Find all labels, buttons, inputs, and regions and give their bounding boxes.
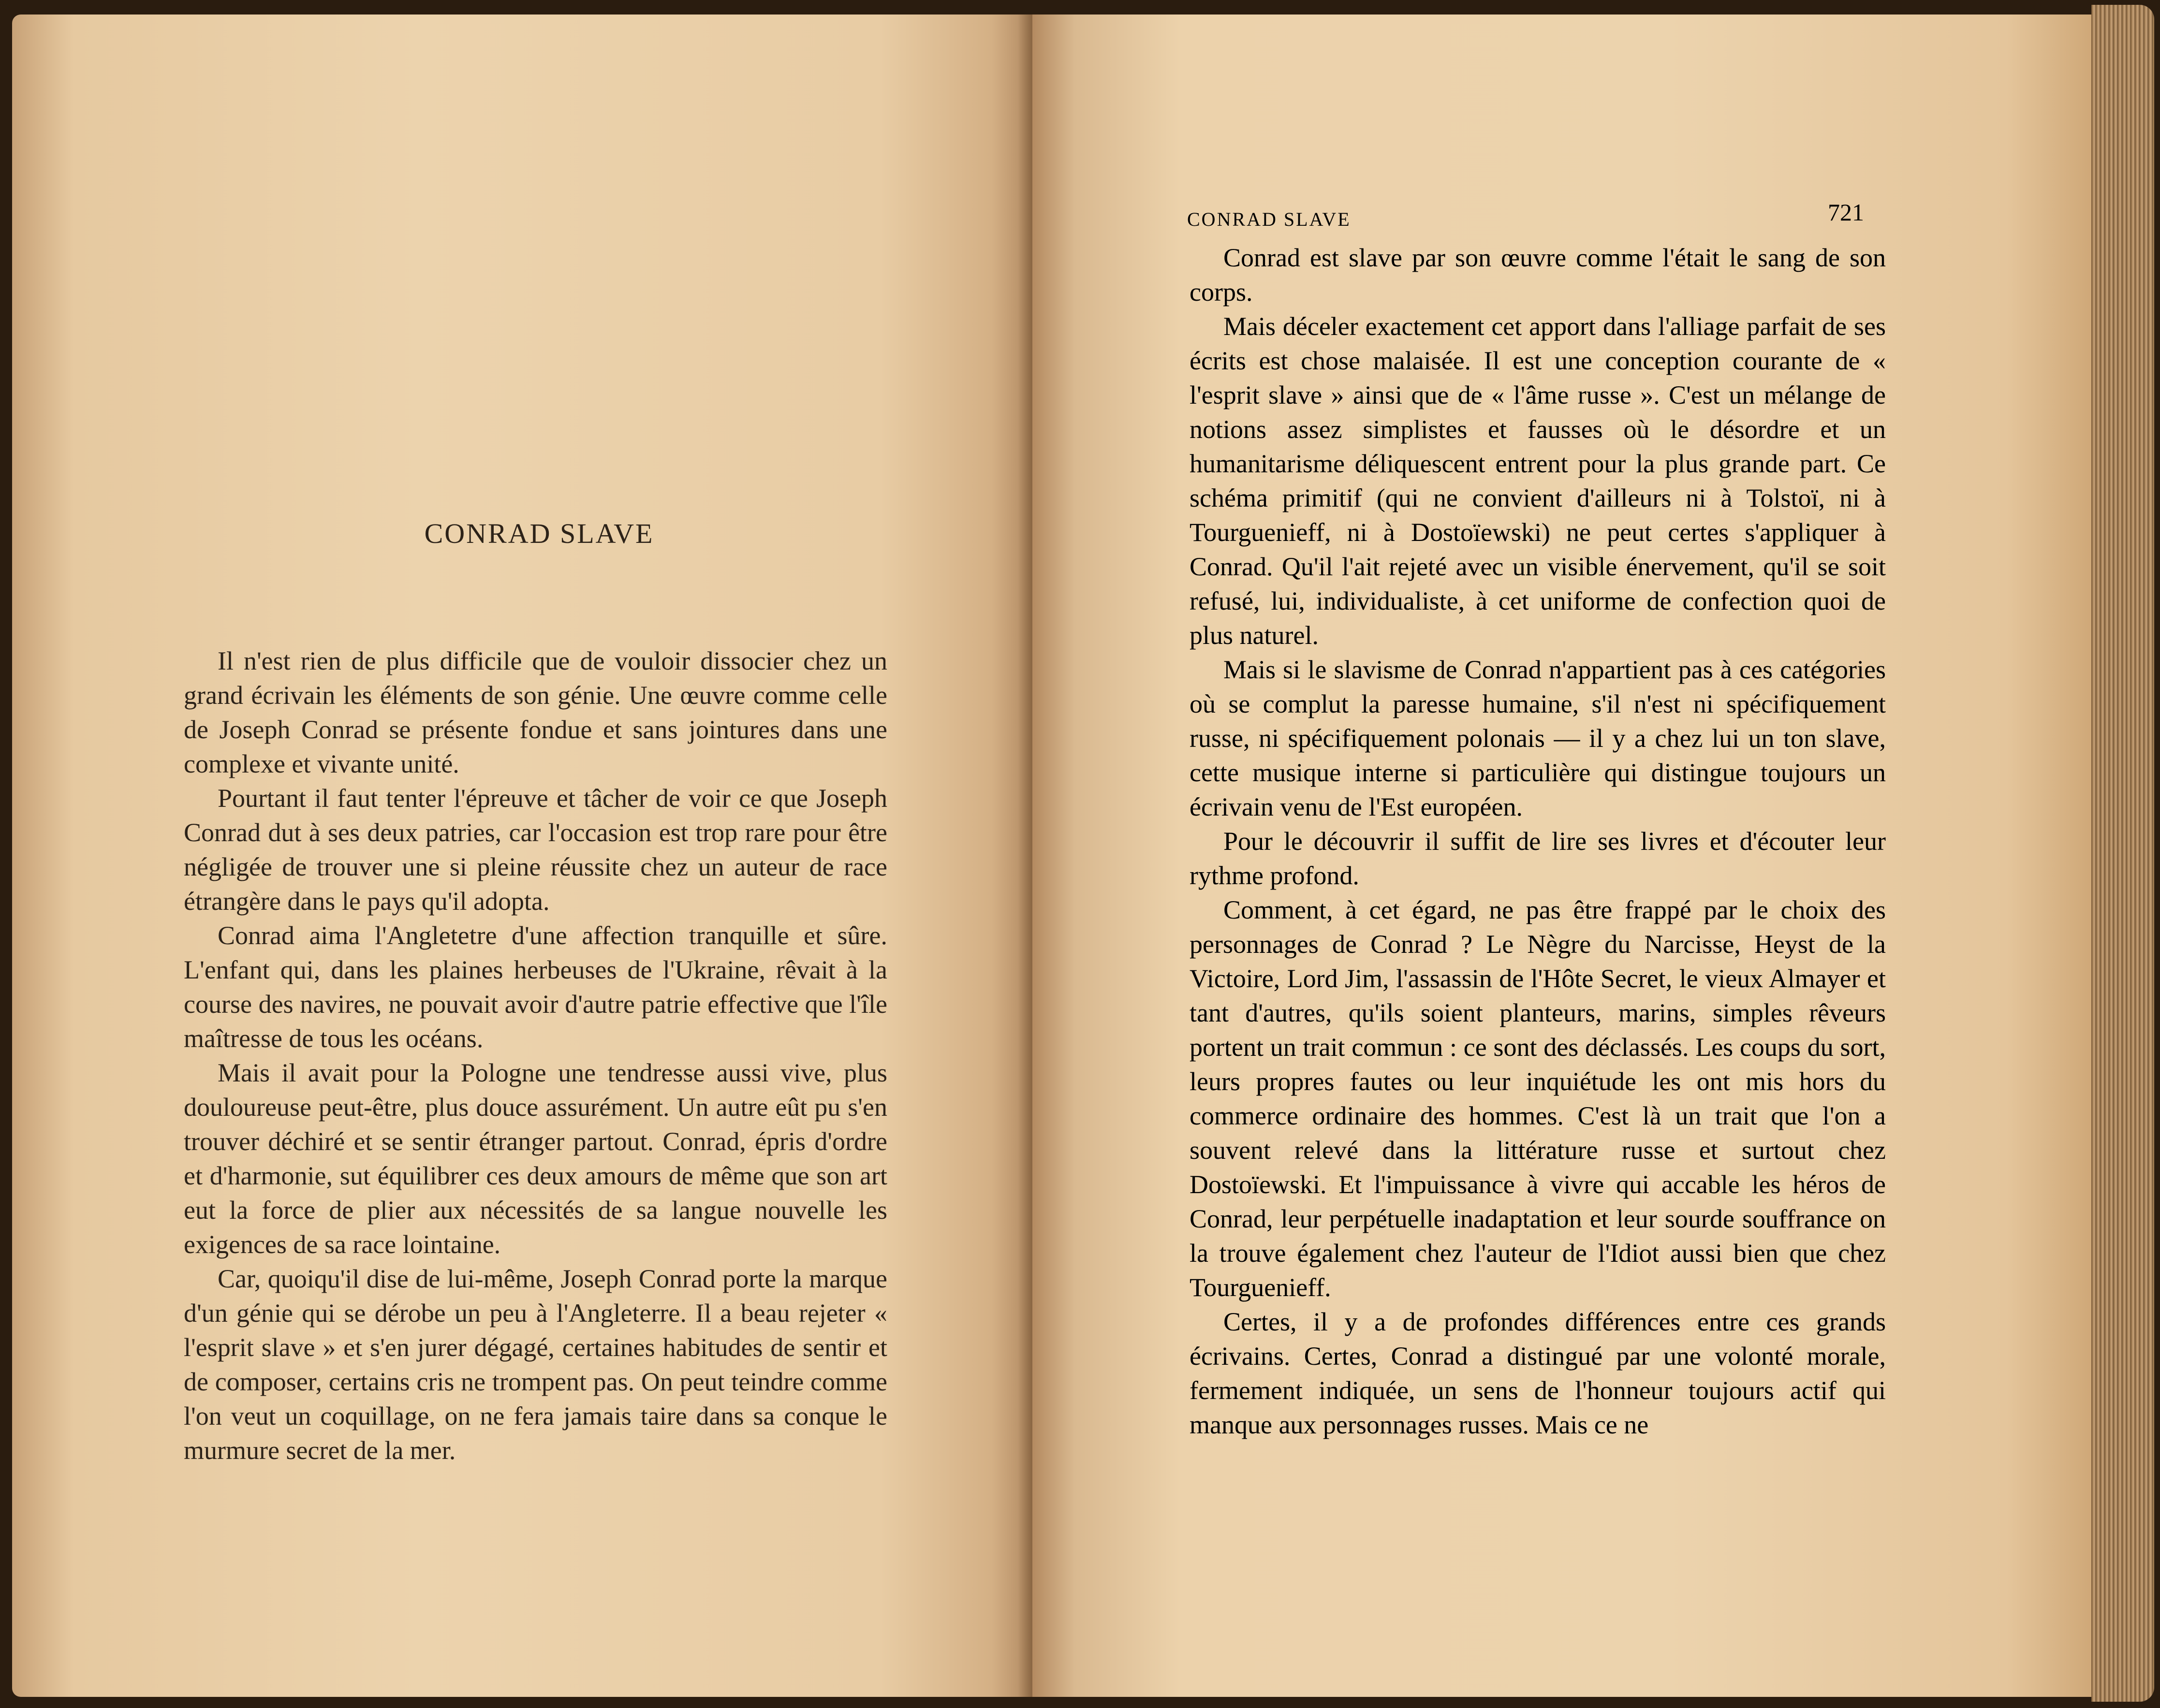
paragraph: Mais déceler exactement cet apport dans l'alliage parfait de ses écrits est chose malaisée. Il est une conception courante de « l'esprit slave » ainsi que de « l'âme russe ». C'est un mélange de notions assez simplistes et fausses où le désordre et un humanitarisme déliquescent entrent pour la plus grande part. Ce schéma primitif (qui ne convient d'ailleurs ni à Tolstoï, ni à Tourguenieff, ni à Dostoïewski) ne peut certes s'appliquer à Conrad. Qu'il l'ait rejeté avec un visible énervement, qu'il se soit refusé, lui, individualiste, à cet uniforme de confection quoi de plus naturel.	[1190, 312, 1886, 650]
paragraph: Conrad est slave par son œuvre comme l'était le sang de son corps.	[1190, 243, 1886, 307]
left-page-body	[184, 644, 887, 1468]
running-head: CONRAD SLAVE	[1187, 208, 1351, 230]
paragraph: Certes, il y a de profondes différences entre ces grands écrivains. Certes, Conrad a distingué par une volonté morale, fermement indiquée, un sens de l'honneur toujours actif qui manque aux personnages russes. Mais ce ne	[1190, 1307, 1886, 1439]
paragraph: Conrad aima l'Angletetre d'une affection tranquille et sûre. L'enfant qui, dans les plaines herbeuses de l'Ukraine, rêvait à la course des navires, ne pouvait avoir d'autre patrie effective que l'île maîtresse de tous les océans.	[184, 921, 887, 1053]
paragraph: Pourtant il faut tenter l'épreuve et tâcher de voir ce que Joseph Conrad dut à ses deux patries, car l'occasion est trop rare pour être négligée de trouver une si pleine réussite chez un auteur de race étrangère dans le pays qu'il adopta.	[184, 784, 887, 916]
paragraph: Mais si le slavisme de Conrad n'appartient pas à ces catégories où se complut la paresse humaine, s'il n'est ni spécifiquement russe, ni spécifiquement polonais — il y a chez lui un ton slave, cette musique interne si particulière qui distingue toujours un écrivain venu de l'Est européen.	[1190, 655, 1886, 821]
paragraph: Pour le découvrir il suffit de lire ses livres et d'écouter leur rythme profond.	[1190, 827, 1886, 890]
page-edges	[2091, 5, 2154, 1702]
page-number: 721	[1828, 199, 1864, 226]
paragraph: Mais il avait pour la Pologne une tendresse aussi vive, plus douloureuse peut-être, plus douce assurément. Un autre eût pu s'en trouver déchiré et se sentir étranger partout. Conrad, épris d'ordre et d'harmonie, sut équilibrer ces deux amours de même que son art eut la force de plier aux nécessités de sa langue nouvelle les exigences de sa race lointaine.	[184, 1058, 887, 1259]
right-page-body	[1190, 241, 1886, 1442]
paragraph: Car, quoiqu'il dise de lui-même, Joseph Conrad porte la marque d'un génie qui se dérobe un peu à l'Angleterre. Il a beau rejeter « l'esprit slave » et s'en jurer dégagé, certaines habitudes de sentir et de composer, certains cris ne trompent pas. On peut teindre comme l'on veut un coquillage, on ne fera jamais taire dans sa conque le murmure secret de la mer.	[184, 1264, 887, 1465]
paragraph: Il n'est rien de plus difficile que de vouloir dissocier chez un grand écrivain les éléments de son génie. Une œuvre comme celle de Joseph Conrad se présente fondue et sans jointures dans une complexe et vivante unité.	[184, 646, 887, 778]
chapter-title: CONRAD SLAVE	[424, 518, 654, 549]
paragraph: Comment, à cet égard, ne pas être frappé par le choix des personnages de Conrad ? Le Nègre du Narcisse, Heyst de la Victoire, Lord Jim, l'assassin de l'Hôte Secret, le vieux Almayer et tant d'autres, qu'ils soient planteurs, marins, simples rêveurs portent un trait commun : ce sont des déclassés. Les coups du sort, leurs propres fautes ou leur inquiétude les ont mis hors du commerce ordinaire des hommes. C'est là un trait que l'on a souvent relevé dans la littérature russe et surtout chez Dostoïewski. Et l'impuissance à vivre qui accable les héros de Conrad, leur perpétuelle inadaptation et leur sourde souffrance on la trouve également chez l'auteur de l'Idiot aussi bien que chez Tourguenieff.	[1190, 895, 1886, 1302]
left-page	[12, 15, 1032, 1697]
